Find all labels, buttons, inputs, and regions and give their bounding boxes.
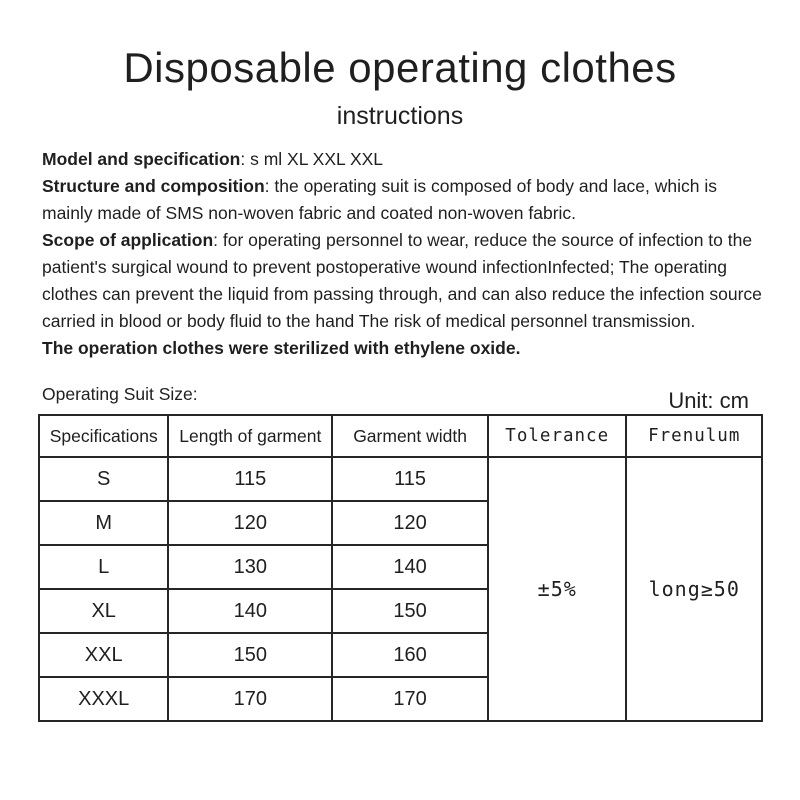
paragraph-label: Scope of application (42, 230, 214, 250)
spec-cell: XXXL (39, 677, 168, 721)
header-length-of-garment: Length of garment (168, 415, 332, 457)
frenulum-value-cell: long≥50 (626, 457, 762, 721)
paragraph-scope-application (42, 227, 763, 335)
spec-cell: M (39, 501, 168, 545)
header-frenulum: Frenulum (626, 415, 762, 457)
spec-cell: XL (39, 589, 168, 633)
width-cell: 120 (332, 501, 488, 545)
table-header-row (39, 415, 762, 457)
tolerance-value-cell: ±5% (488, 457, 627, 721)
paragraph-body: : for operating personnel to wear, reduce the source of infection to the patient's surgical wound to prevent postoperative wound infectionInfected; The operating clothes can prevent the liquid from passing through, and can also reduce the infection source carried in blood or body fluid to the hand The risk of medical personnel transmission. (42, 230, 762, 331)
paragraph-structure-composition (42, 173, 763, 227)
width-cell: 140 (332, 545, 488, 589)
spec-cell: L (39, 545, 168, 589)
width-cell: 160 (332, 633, 488, 677)
size-section-header (42, 383, 763, 414)
spec-cell: S (39, 457, 168, 501)
table-row-s (39, 457, 762, 501)
length-cell: 115 (168, 457, 332, 501)
header-tolerance: Tolerance (488, 415, 627, 457)
operating-suit-size-table (38, 414, 763, 722)
length-cell: 120 (168, 501, 332, 545)
paragraph-label: Model and specification (42, 149, 241, 169)
paragraph-body: : s ml XL XXL XXL (240, 149, 384, 169)
width-cell: 170 (332, 677, 488, 721)
description-text (42, 146, 763, 362)
sterilization-note: The operation clothes were sterilized with ethylene oxide. (42, 338, 521, 358)
paragraph-body: : the operating suit is composed of body and lace, which is mainly made of SMS non-woven fabric and coated non-woven fabric. (42, 176, 717, 223)
header-specifications: Specifications (39, 415, 168, 457)
length-cell: 150 (168, 633, 332, 677)
length-cell: 140 (168, 589, 332, 633)
width-cell: 115 (332, 457, 488, 501)
length-cell: 170 (168, 677, 332, 721)
header-garment-width: Garment width (332, 415, 488, 457)
spec-cell: XXL (39, 633, 168, 677)
paragraph-label: Structure and composition (42, 176, 265, 196)
width-cell: 150 (332, 589, 488, 633)
page-subtitle: instructions (336, 102, 464, 130)
length-cell: 130 (168, 545, 332, 589)
unit-label: Unit: cm (668, 388, 749, 413)
size-table-heading: Operating Suit Size: (42, 384, 198, 404)
page-title: Disposable operating clothes (123, 44, 677, 91)
paragraph-model-specification (42, 146, 763, 173)
